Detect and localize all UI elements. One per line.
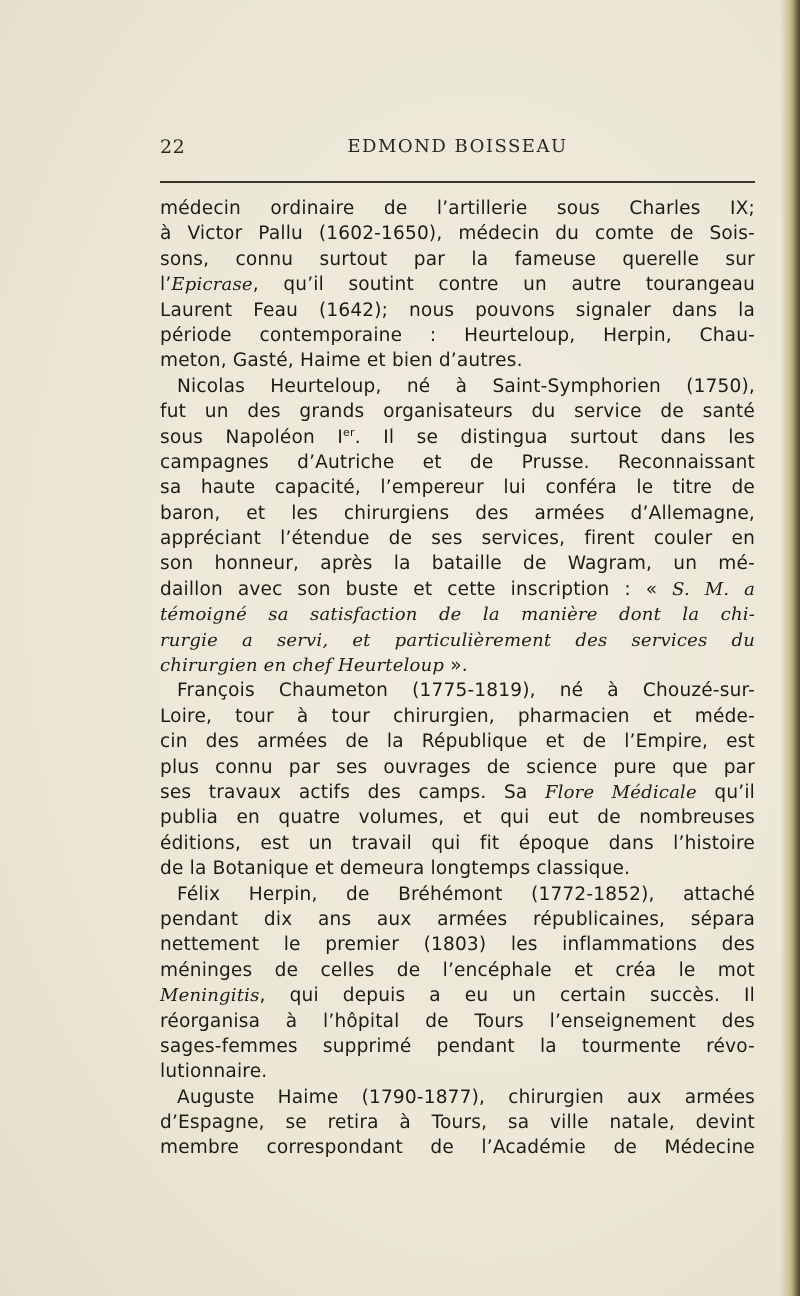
text-line: sa haute capacité, l’empereur lui conféra le titre de [160, 477, 755, 499]
text-line: baron, et les chirurgiens des armées d’Allemagne, [160, 502, 755, 524]
text-line: éditions, est un travail qui fit époque dans l’histoire [160, 832, 755, 854]
text-line: à Victor Pallu (1602-1650), médecin du comte de Sois- [160, 223, 755, 245]
text-line: méninges de celles de l’encéphale et créa le mot [160, 959, 755, 981]
text-line [160, 577, 755, 602]
text-line: cin des armées de la République et de l’Empire, est [160, 731, 755, 753]
italic-text: rurgie a servi, et particulièrement des services du [160, 629, 755, 651]
text-line [160, 983, 755, 1008]
text-line: sons, connu surtout par la fameuse querelle sur [160, 248, 755, 270]
text-line: sages-femmes supprimé pendant la tourmente révo- [160, 1035, 755, 1057]
text-line [160, 780, 755, 805]
roman-text: l’ [160, 274, 172, 296]
italic-text: S. M. a [672, 578, 756, 600]
roman-text: , qui depuis a eu un certain succès. Il [259, 985, 755, 1007]
text-line: campagnes d’Autriche et de Prusse. Reconnaissant [160, 451, 755, 473]
text-line: pendant dix ans aux armées républicaines, sépara [160, 908, 755, 930]
page-edge [786, 0, 800, 1296]
italic-text: chirurgien en chef Heurteloup [160, 655, 445, 677]
roman-text: sous Napoléon I [160, 426, 344, 448]
text-line: d’Espagne, se retira à Tours, sa ville natale, devint [160, 1112, 755, 1134]
text-line: Loire, tour à tour chirurgien, pharmacien et méde- [160, 705, 755, 727]
text-line [160, 653, 755, 678]
text-line [160, 425, 755, 450]
header-rule [160, 181, 755, 183]
text-line: fut un des grands organisateurs du service de santé [160, 401, 755, 423]
text-line [160, 602, 755, 627]
text-line: nettement le premier (1803) les inflammations des [160, 934, 755, 956]
roman-text: ». [444, 655, 468, 677]
text-line [160, 628, 755, 653]
body-text [160, 196, 755, 1161]
running-head [160, 136, 755, 166]
text-line: Nicolas Heurteloup, né à Saint-Symphorien (1750), [177, 375, 755, 397]
text-line [160, 272, 755, 297]
text-line: Laurent Feau (1642); nous pouvons signaler dans la [160, 299, 755, 321]
italic-text: témoigné sa satisfaction de la manière dont la chi- [160, 604, 755, 626]
roman-text: qu’il [696, 781, 755, 803]
italic-text: Flore Médicale [544, 781, 697, 803]
text-line: période contemporaine : Heurteloup, Herpin, Chau- [160, 324, 755, 346]
text-line: médecin ordinaire de l’artillerie sous Charles IX; [160, 198, 755, 219]
text-line: de la Botanique et demeura longtemps classique. [160, 858, 631, 880]
text-line: plus connu par ses ouvrages de science pure que par [160, 756, 755, 778]
text-line: réorganisa à l’hôpital de Tours l’enseignement des [160, 1010, 755, 1032]
roman-text: daillon avec son buste et cette inscription : « [160, 578, 673, 600]
roman-text: . Il se distingua surtout dans les [354, 426, 755, 448]
roman-text: , qu’il soutint contre un autre tourangeau [252, 274, 755, 296]
page-number: 22 [160, 136, 186, 158]
italic-text: Meningitis [160, 985, 260, 1007]
text-line: Félix Herpin, de Bréhémont (1772-1852), attaché [177, 883, 755, 905]
text-line: lutionnaire. [160, 1061, 268, 1083]
roman-text: ses travaux actifs des camps. Sa [160, 781, 545, 803]
text-line: son honneur, après la bataille de Wagram, un mé- [160, 553, 755, 575]
text-line: meton, Gasté, Haime et bien d’autres. [160, 350, 523, 372]
text-line: membre correspondant de l’Académie de Médecine [160, 1137, 755, 1159]
superscript: er [343, 425, 355, 439]
text-line: publia en quatre volumes, et qui eut de nombreuses [160, 807, 755, 829]
text-line: appréciant l’étendue de ses services, firent couler en [160, 528, 755, 550]
running-title: EDMOND BOISSEAU [347, 136, 568, 157]
text-line: Auguste Haime (1790-1877), chirurgien aux armées [177, 1086, 755, 1108]
text-line: François Chaumeton (1775-1819), né à Chouzé-sur- [177, 680, 755, 702]
italic-text: Epicrase [171, 274, 253, 296]
